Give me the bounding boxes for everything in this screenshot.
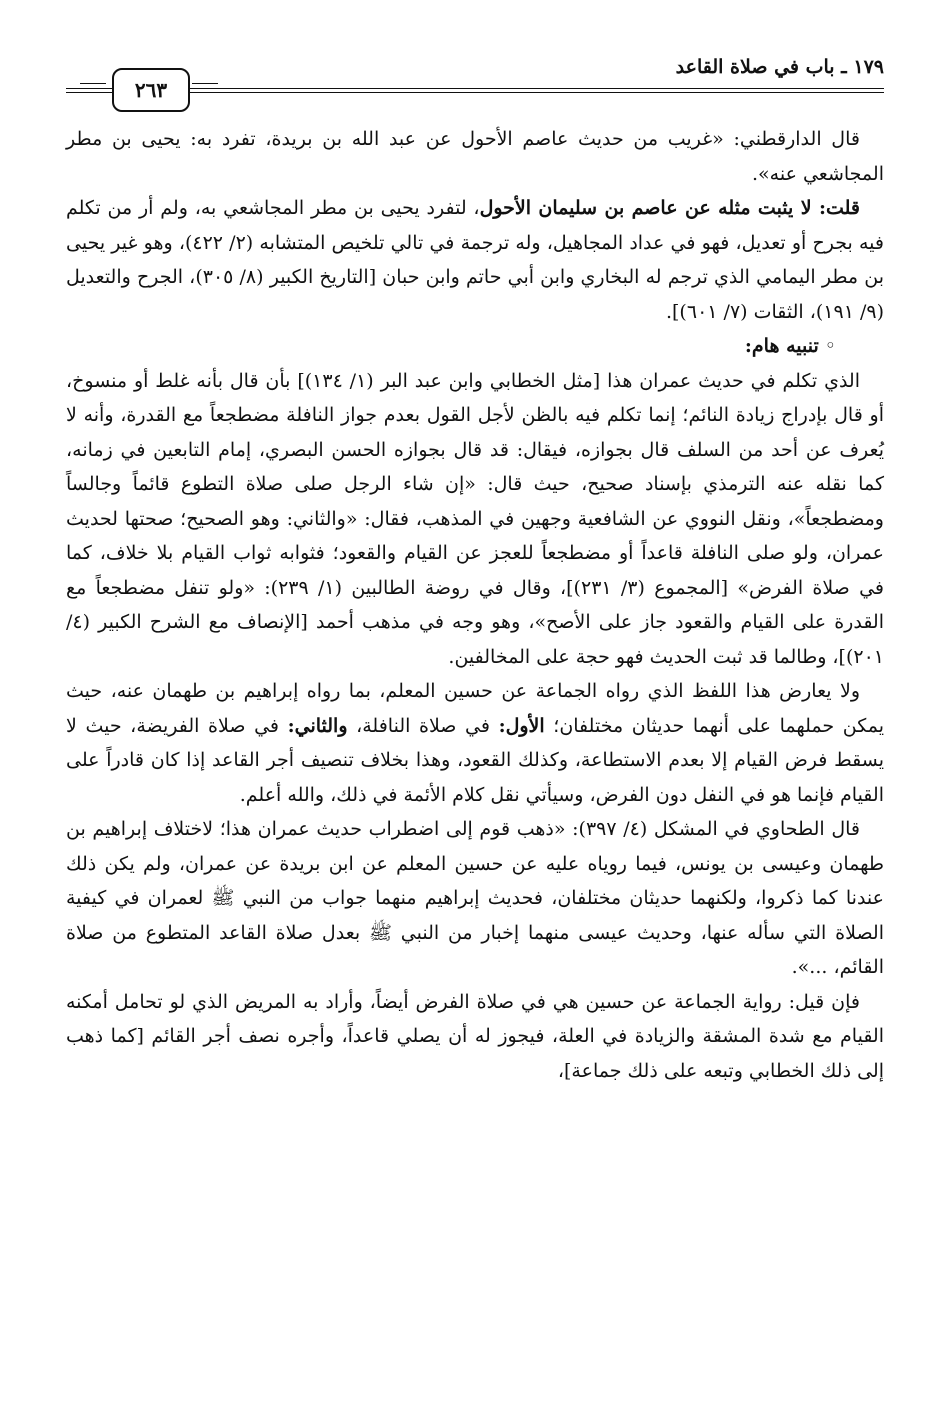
page-number: ٢٦٣ [134,78,168,102]
text-segment: ، لتفرد يحيى بن مطر المجاشعي به، ولم أر من تكلم فيه بجرح أو تعديل، فهو في عداد المجاهيل، وله ترجمة في تالي تلخيص المتشابه (٢/ ٤٢٢)، وهو غير يحيى بن مطر اليمامي الذي ترجم له البخاري وابن أبي حاتم وابن حبان [التاريخ الكبير (٨/ ٣٠٥)، الجرح والتعديل (٩/ ١٩١)، الثقات (٧/ ٦٠١)]. [66,197,884,323]
page-header [66,52,884,102]
paragraph [66,674,884,812]
ornament-line [192,83,218,84]
text-segment: ولا يعارض هذا اللفظ الذي رواه الجماعة عن حسين المعلم، بما رواه إبراهيم بن طهمان عنه، حيث يمكن حملهما على أنهما حديثان مختلفان؛ [66,680,884,737]
paragraph [66,812,884,985]
paragraph [66,985,884,1089]
text-segment: الذي تكلم في حديث عمران هذا [مثل الخطابي وابن عبد البر (١/ ١٣٤)] بأن قال بأنه غلط أو منسوخ، أو قال بإدراج زيادة النائم؛ إنما تكلم فيه بالظن لأجل القول بعدم جواز النافلة مضطجعاً مع القدرة، وأنه لا يُعرف عن أحد من السلف قال بجوازه، فيقال: قد قال بجوازه الحسن البصري، إمام التابعين في زمانه، كما نقله عنه الترمذي بإسناد صحيح، حيث قال: «إن شاء الرجل صلى صلاة التطوع قائماً وجالساً ومضطجعاً»، ونقل النووي عن الشافعية وجهين في المذهب، فقال: «والثاني: وهو الصحيح؛ صحتها لحديث عمران، ولو صلى النافلة قاعداً أو مضطجعاً للعجز عن القيام والقعود؛ فثوابه ثواب القيام بلا خلاف، كما في صلاة الفرض» [المجموع (٣/ ٢٣١)]، وقال في روضة الطالبين (١/ ٢٣٩): «ولو تنفل مضطجعاً مع القدرة على القيام والقعود جاز على الأصح»، وهو وجه في مذهب أحمد [الإنصاف مع الشرح الكبير (٤/ ٢٠١)]، وطالما قد ثبت الحديث فهو حجة على المخالفين. [66,369,884,668]
bold-text-segment: الأول: [498,714,545,737]
paragraph [66,364,884,675]
text-segment: في صلاة النافلة، [347,714,499,737]
circle-bullet-icon: ◦ [824,335,836,357]
paragraph [66,191,884,329]
text-body [66,122,884,1088]
note-heading [66,329,884,364]
ornament-line [80,83,106,84]
page-number-badge [112,68,190,112]
text-segment: في صلاة الفريضة، حيث لا يسقط فرض القيام إلا بعدم الاستطاعة، وكذلك القعود، وهذا بخلاف تنصيف أجر القاعد إذا كان قادراً على القيام فإنما هو في النفل دون الفرض، وسيأتي نقل كلام الأئمة في ذلك، والله أعلم. [66,714,884,806]
paragraph [66,122,884,191]
bold-text-segment: قلت: لا يثبت مثله عن عاصم بن سليمان الأحول [479,197,860,219]
text-segment: قال الدارقطني: «غريب من حديث عاصم الأحول عن عبد الله بن بريدة، تفرد به: يحيى بن مطر المجاشعي عنه». [66,128,884,185]
text-segment: قال الطحاوي في المشكل (٤/ ٣٩٧): «ذهب قوم إلى اضطراب حديث عمران هذا؛ لاختلاف إبراهيم بن طهمان وعيسى بن يونس، فيما روياه عليه عن حسين المعلم عن ابن بريدة عن عمران، ولم يكن ذلك عندنا كما ذكروا، ولكنهما حديثان مختلفان، فحديث إبراهيم منهما جواب من النبي ﷺ لعمران في كيفية الصلاة التي سأله عنها، وحديث عيسى منهما إخبار من النبي ﷺ بعدل صلاة القاعد المتطوع من صلاة القائم، ...». [66,818,884,978]
text-segment: فإن قيل: رواية الجماعة عن حسين هي في صلاة الفرض أيضاً، وأراد به المريض الذي لو تحامل أمكنه القيام مع شدة المشقة والزيادة في العلة، فيجوز له أن يصلي قاعداً، وأجره نصف أجر القائم [كما ذهب إلى ذلك الخطابي وتبعه على ذلك جماعة]، [66,990,884,1082]
chapter-title: ١٧٩ ـ باب في صلاة القاعد [675,56,884,78]
bold-text-segment: والثاني: [287,714,348,737]
bold-text-segment: تنبيه هام: [744,335,819,357]
